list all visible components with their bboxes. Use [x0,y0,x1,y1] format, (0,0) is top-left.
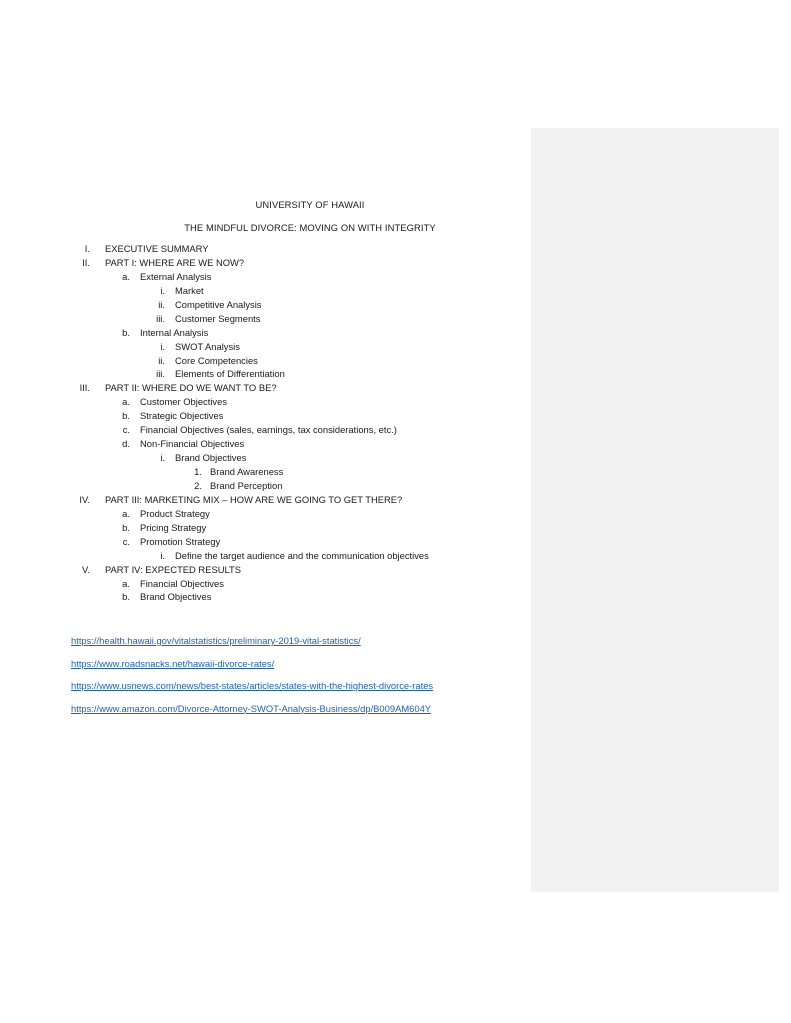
outline-text: Financial Objectives [140,577,224,589]
outline-number: b. [122,591,130,603]
outline-item [0,326,531,340]
outline-text: Strategic Objectives [140,410,224,422]
outline-item [0,298,531,312]
outline-text: PART I: WHERE ARE WE NOW? [105,256,245,268]
outline-number: 1. [194,466,202,477]
outline-number: I. [84,243,90,254]
outline-number: 2. [194,479,202,491]
comment-pane [531,128,779,892]
outline-item [0,354,531,368]
outline-text: Market [175,284,204,296]
outline-number: d. [122,438,130,450]
outline-text: Product Strategy [140,507,210,519]
outline-text: Define the target audience and the communication objectives [175,549,429,561]
outline-item [0,479,531,493]
document-title: THE MINDFUL DIVORCE: MOVING ON WITH INTEGRITY [184,222,436,233]
outline-number: i. [160,452,165,464]
outline-text: Brand Objectives [140,591,212,603]
outline-item [0,270,531,284]
outline-list [0,242,531,604]
outline-number: ii. [158,298,165,310]
outline-number: i. [160,340,165,352]
outline-number: b. [122,326,130,338]
outline-text: Pricing Strategy [140,521,207,533]
outline-item [0,590,531,604]
outline-text: Customer Segments [175,312,261,324]
reference-links [71,635,433,725]
outline-item [0,521,531,535]
outline-text: Financial Objectives (sales, earnings, tax considerations, etc.) [140,424,397,436]
outline-number: a. [122,507,130,519]
outline-number: a. [122,577,130,589]
outline-text: EXECUTIVE SUMMARY [105,243,209,254]
outline-number: IV. [79,493,90,505]
outline-item [0,465,531,479]
outline-text: PART IV: EXPECTED RESULTS [105,563,241,575]
outline-text: External Analysis [140,270,212,282]
reference-link-health-hawaii[interactable]: https://health.hawaii.gov/vitalstatistics/preliminary-2019-vital-statistics/ [71,635,361,646]
outline-number: i. [160,284,165,296]
outline-item [0,507,531,521]
outline-item [0,437,531,451]
outline-item [0,395,531,409]
outline-text: Customer Objectives [140,396,228,408]
outline-item [0,535,531,549]
outline-item [0,451,531,465]
reference-link-usnews[interactable]: https://www.usnews.com/news/best-states/articles/states-with-the-highest-divorce-rates [71,680,434,691]
outline-number: c. [122,424,130,436]
outline-text: PART II: WHERE DO WE WANT TO BE? [105,382,277,394]
outline-text: Competitive Analysis [175,298,262,310]
outline-text: Internal Analysis [140,326,209,338]
outline-number: i. [160,549,165,561]
outline-text: PART III: MARKETING MIX – HOW ARE WE GOING TO GET THERE? [105,493,403,505]
outline-item [0,256,531,270]
outline-number: II. [82,256,90,268]
outline-number: a. [122,396,130,408]
outline-item [0,409,531,423]
outline-text: SWOT Analysis [175,340,240,352]
outline-text: Elements of Differentiation [175,368,285,380]
outline-number: ii. [158,354,165,366]
outline-number: a. [122,270,130,282]
outline-item [0,367,531,381]
reference-link-amazon[interactable]: https://www.amazon.com/Divorce-Attorney-SWOT-Analysis-Business/dp/B009AM604Y [71,702,432,714]
outline-number: V. [82,563,90,575]
outline-item [0,381,531,395]
outline-item [0,563,531,577]
outline-number: b. [122,410,130,422]
outline-number: III. [79,382,90,394]
reference-link-roadsnacks[interactable]: https://www.roadsnacks.net/hawaii-divorce-rates/ [71,657,275,669]
outline-text: Brand Objectives [175,452,247,464]
outline-text: Brand Perception [210,479,283,491]
outline-item [0,577,531,591]
outline-number: iii. [156,368,165,380]
outline-text: Non-Financial Objectives [140,438,245,450]
outline-item [0,493,531,507]
outline-number: c. [122,535,130,547]
outline-number: iii. [156,312,165,324]
outline-number: b. [122,521,130,533]
university-title: UNIVERSITY OF HAWAII [255,199,365,210]
outline-item [0,549,531,563]
outline-item [0,340,531,354]
outline-item [0,312,531,326]
outline-item [0,284,531,298]
outline-text: Brand Awareness [210,466,284,477]
outline-text: Promotion Strategy [140,535,221,547]
outline-item [0,423,531,437]
outline-item [0,242,531,256]
outline-text: Core Competencies [175,354,258,366]
